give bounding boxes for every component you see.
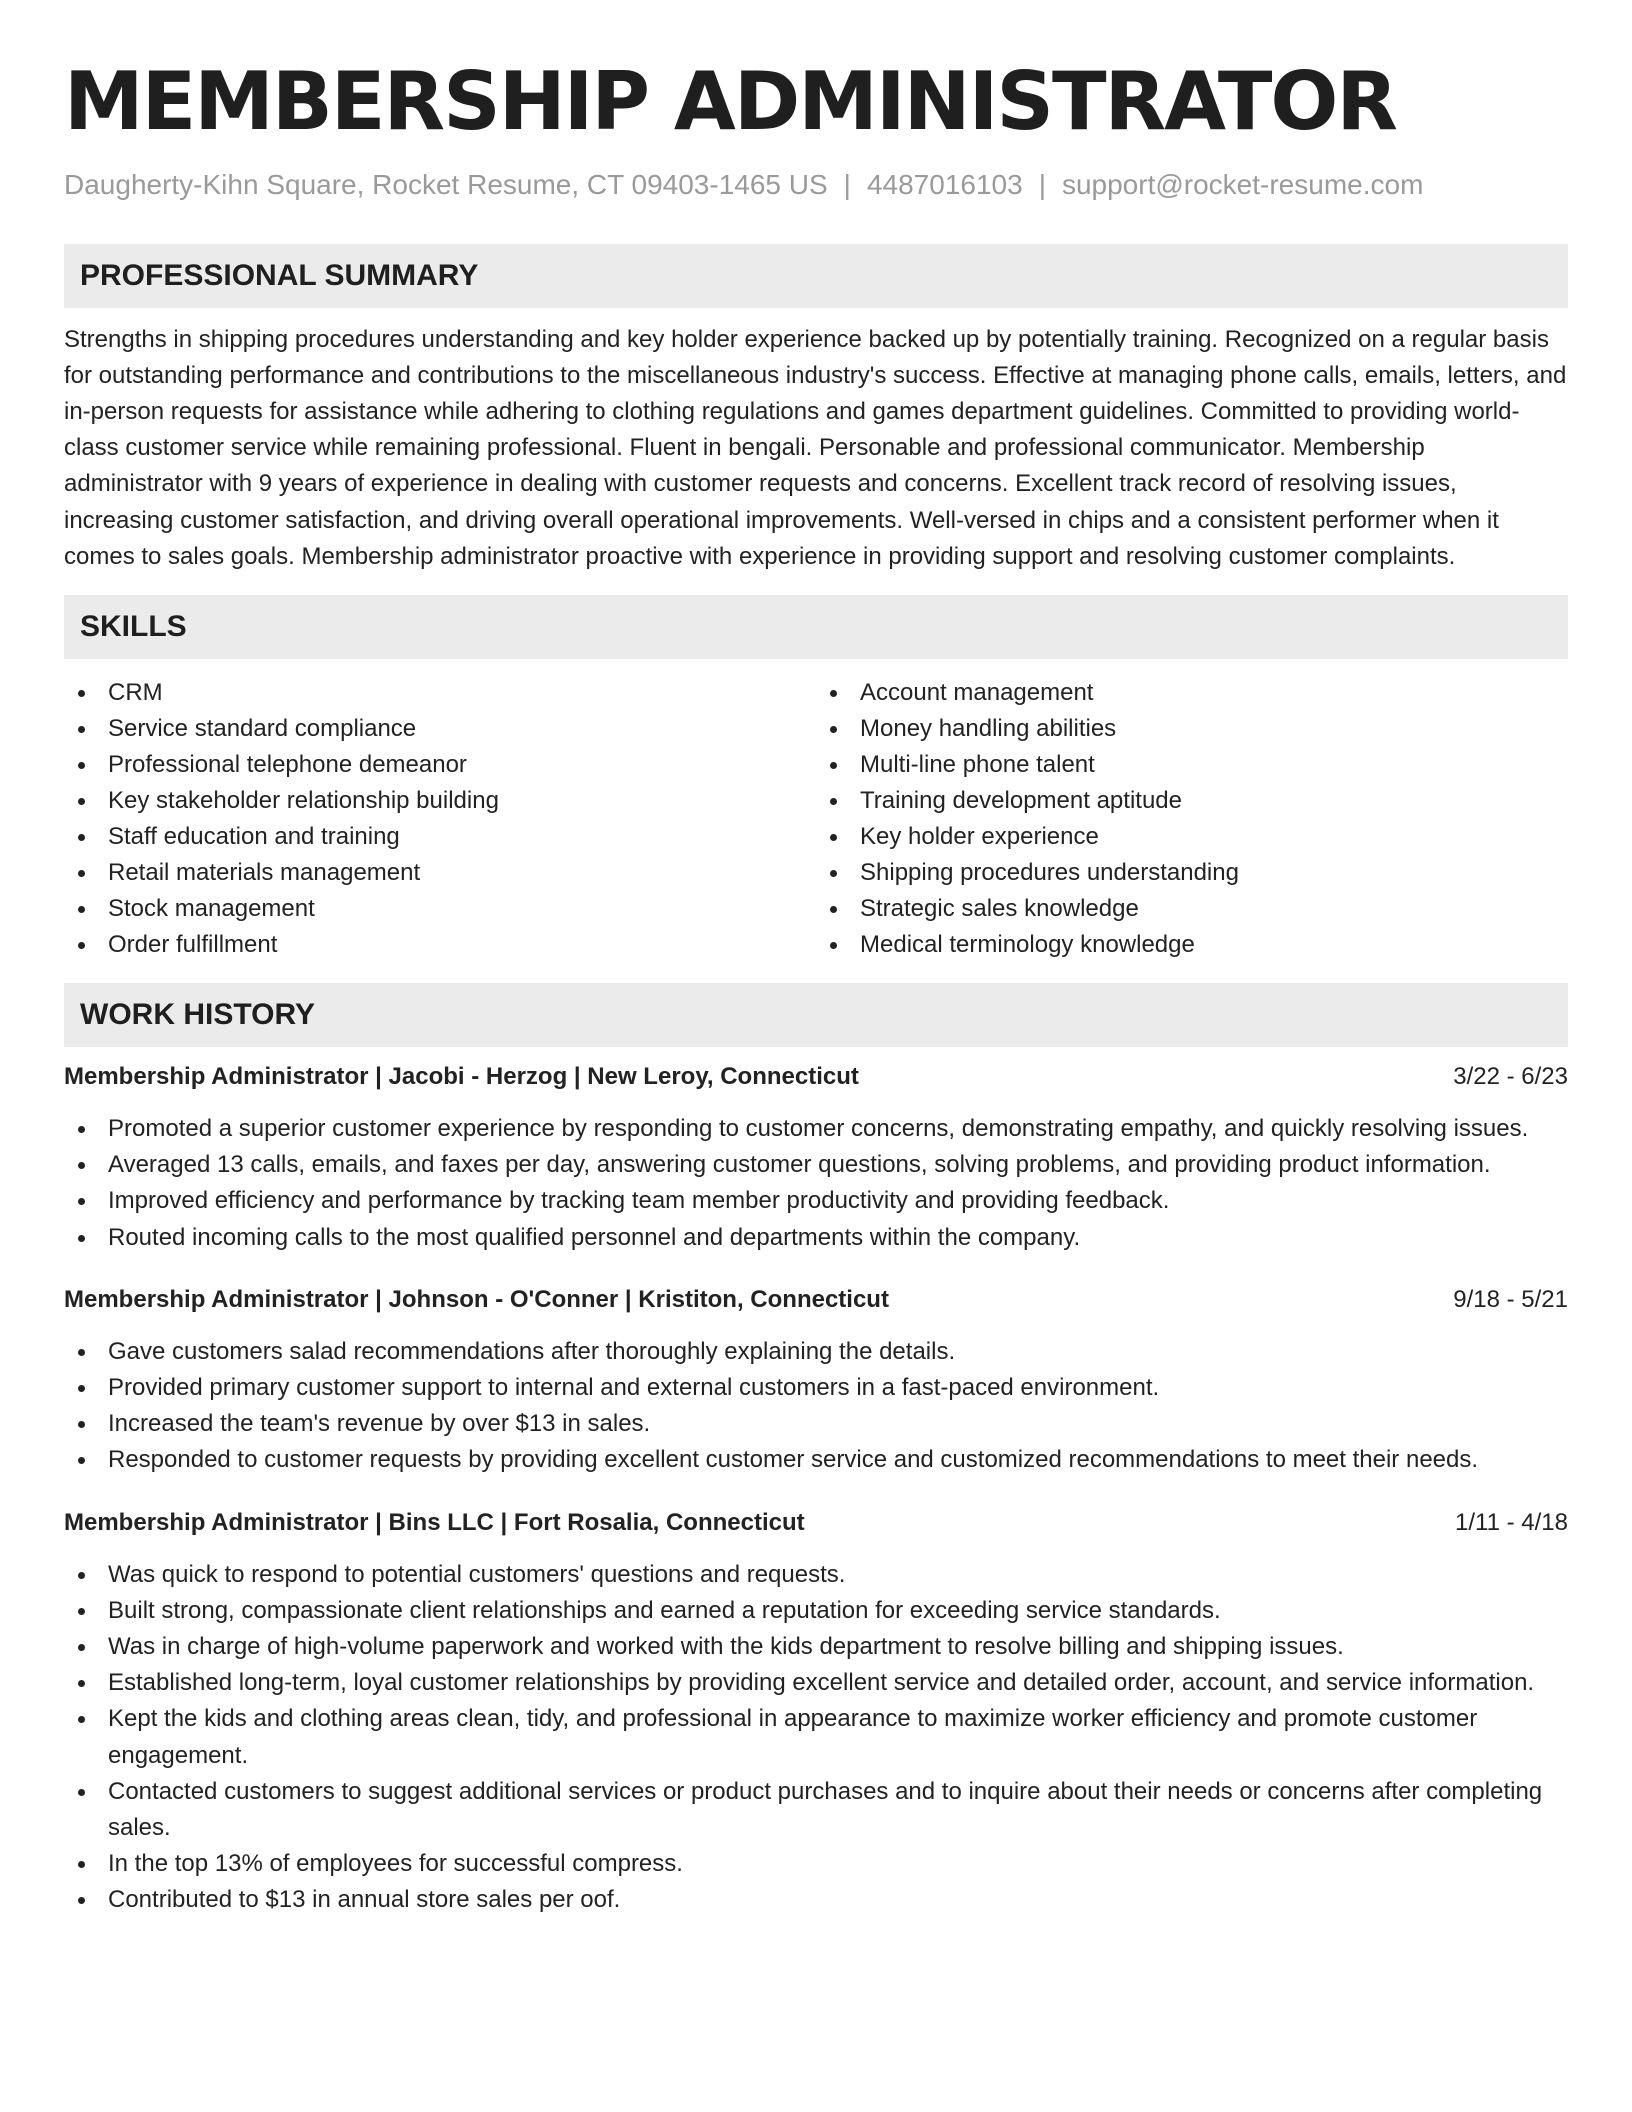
skill-item: Professional telephone demeanor	[64, 747, 816, 783]
job-title: Membership Administrator | Bins LLC | Fort Rosalia, Connecticut	[64, 1508, 805, 1536]
job-bullets	[64, 1111, 1568, 1256]
job-bullet: Increased the team's revenue by over $13 in sales.	[64, 1406, 1568, 1442]
job-bullet: In the top 13% of employees for successful compress.	[64, 1846, 1568, 1882]
skill-item: Account management	[816, 675, 1568, 711]
skill-item: Order fulfillment	[64, 927, 816, 963]
job-entry	[64, 1059, 1568, 1256]
skill-item: Service standard compliance	[64, 711, 816, 747]
skill-item: Key holder experience	[816, 819, 1568, 855]
contact-separator: |	[1038, 169, 1046, 200]
job-bullet: Contacted customers to suggest additional services or product purchases and to inquire about their needs or concerns after completing sales.	[64, 1774, 1568, 1846]
skill-item: Stock management	[64, 891, 816, 927]
job-bullet: Established long-term, loyal customer relationships by providing excellent service and detailed order, account, and service information.	[64, 1665, 1568, 1701]
job-bullet: Kept the kids and clothing areas clean, tidy, and professional in appearance to maximize worker efficiency and promote customer engagement.	[64, 1701, 1568, 1773]
job-bullet: Gave customers salad recommendations after thoroughly explaining the details.	[64, 1334, 1568, 1370]
skill-item: Money handling abilities	[816, 711, 1568, 747]
skills-column-right	[816, 675, 1568, 963]
section-heading-summary: PROFESSIONAL SUMMARY	[64, 244, 1568, 308]
contact-phone: 4487016103	[866, 169, 1023, 200]
job-header	[64, 1059, 1568, 1095]
job-bullet: Promoted a superior customer experience by responding to customer concerns, demonstrating empathy, and quickly resolving issues.	[64, 1111, 1568, 1147]
skill-item: Multi-line phone talent	[816, 747, 1568, 783]
job-entry	[64, 1505, 1568, 1919]
job-bullet: Was quick to respond to potential customers' questions and requests.	[64, 1557, 1568, 1593]
skill-item: Medical terminology knowledge	[816, 927, 1568, 963]
job-title: Membership Administrator | Jacobi - Herzog | New Leroy, Connecticut	[64, 1063, 859, 1091]
job-header	[64, 1505, 1568, 1541]
skills-list	[64, 675, 1568, 963]
section-heading-skills: SKILLS	[64, 595, 1568, 659]
skill-item: Shipping procedures understanding	[816, 855, 1568, 891]
job-bullet: Built strong, compassionate client relationships and earned a reputation for exceeding service standards.	[64, 1593, 1568, 1629]
job-bullet: Provided primary customer support to internal and external customers in a fast-paced environment.	[64, 1370, 1568, 1406]
summary-text: Strengths in shipping procedures understanding and key holder experience backed up by potentially training. Recognized on a regular basis for outstanding performance and contributions to the miscellaneous industry's success. Effective at managing phone calls, emails, letters, and in-person requests for assistance while adhering to clothing regulations and games department guidelines. Committed to providing world-class customer service while remaining professional. Fluent in bengali. Personable and professional communicator. Membership administrator with 9 years of experience in dealing with customer requests and concerns. Excellent track record of resolving issues, increasing customer satisfaction, and driving overall operational improvements. Well-versed in chips and a consistent performer when it comes to sales goals. Membership administrator proactive with experience in providing support and resolving customer complaints.	[64, 325, 1567, 570]
job-dates: 1/11 - 4/18	[1455, 1508, 1568, 1536]
job-bullet: Was in charge of high-volume paperwork and worked with the kids department to resolve billing and shipping issues.	[64, 1629, 1568, 1665]
job-bullets	[64, 1334, 1568, 1479]
candidate-name: MEMBERSHIP ADMINISTRATOR	[64, 55, 1396, 148]
job-dates: 3/22 - 6/23	[1453, 1063, 1568, 1091]
section-heading-work-history: WORK HISTORY	[64, 983, 1568, 1047]
skill-item: Training development aptitude	[816, 783, 1568, 819]
job-entry	[64, 1282, 1568, 1479]
job-header	[64, 1282, 1568, 1318]
contact-address: Daugherty-Kihn Square, Rocket Resume, CT 09403-1465 US	[64, 169, 828, 200]
contact-email: support@rocket-resume.com	[1061, 169, 1424, 200]
job-title: Membership Administrator | Johnson - O'Conner | Kristiton, Connecticut	[64, 1285, 889, 1313]
job-bullet: Responded to customer requests by providing excellent customer service and customized recommendations to meet their needs.	[64, 1442, 1568, 1478]
skill-item: Staff education and training	[64, 819, 816, 855]
job-bullet: Averaged 13 calls, emails, and faxes per day, answering customer questions, solving problems, and providing product information.	[64, 1147, 1568, 1183]
skill-item: CRM	[64, 675, 816, 711]
contact-line	[64, 168, 1568, 202]
skill-item: Key stakeholder relationship building	[64, 783, 816, 819]
contact-separator: |	[843, 169, 851, 200]
job-bullet: Contributed to $13 in annual store sales per oof.	[64, 1882, 1568, 1918]
job-bullet: Routed incoming calls to the most qualified personnel and departments within the company.	[64, 1220, 1568, 1256]
job-bullet: Improved efficiency and performance by tracking team member productivity and providing feedback.	[64, 1183, 1568, 1219]
job-dates: 9/18 - 5/21	[1453, 1285, 1568, 1313]
skill-item: Retail materials management	[64, 855, 816, 891]
job-bullets	[64, 1557, 1568, 1919]
skill-item: Strategic sales knowledge	[816, 891, 1568, 927]
skills-column-left	[64, 675, 816, 963]
